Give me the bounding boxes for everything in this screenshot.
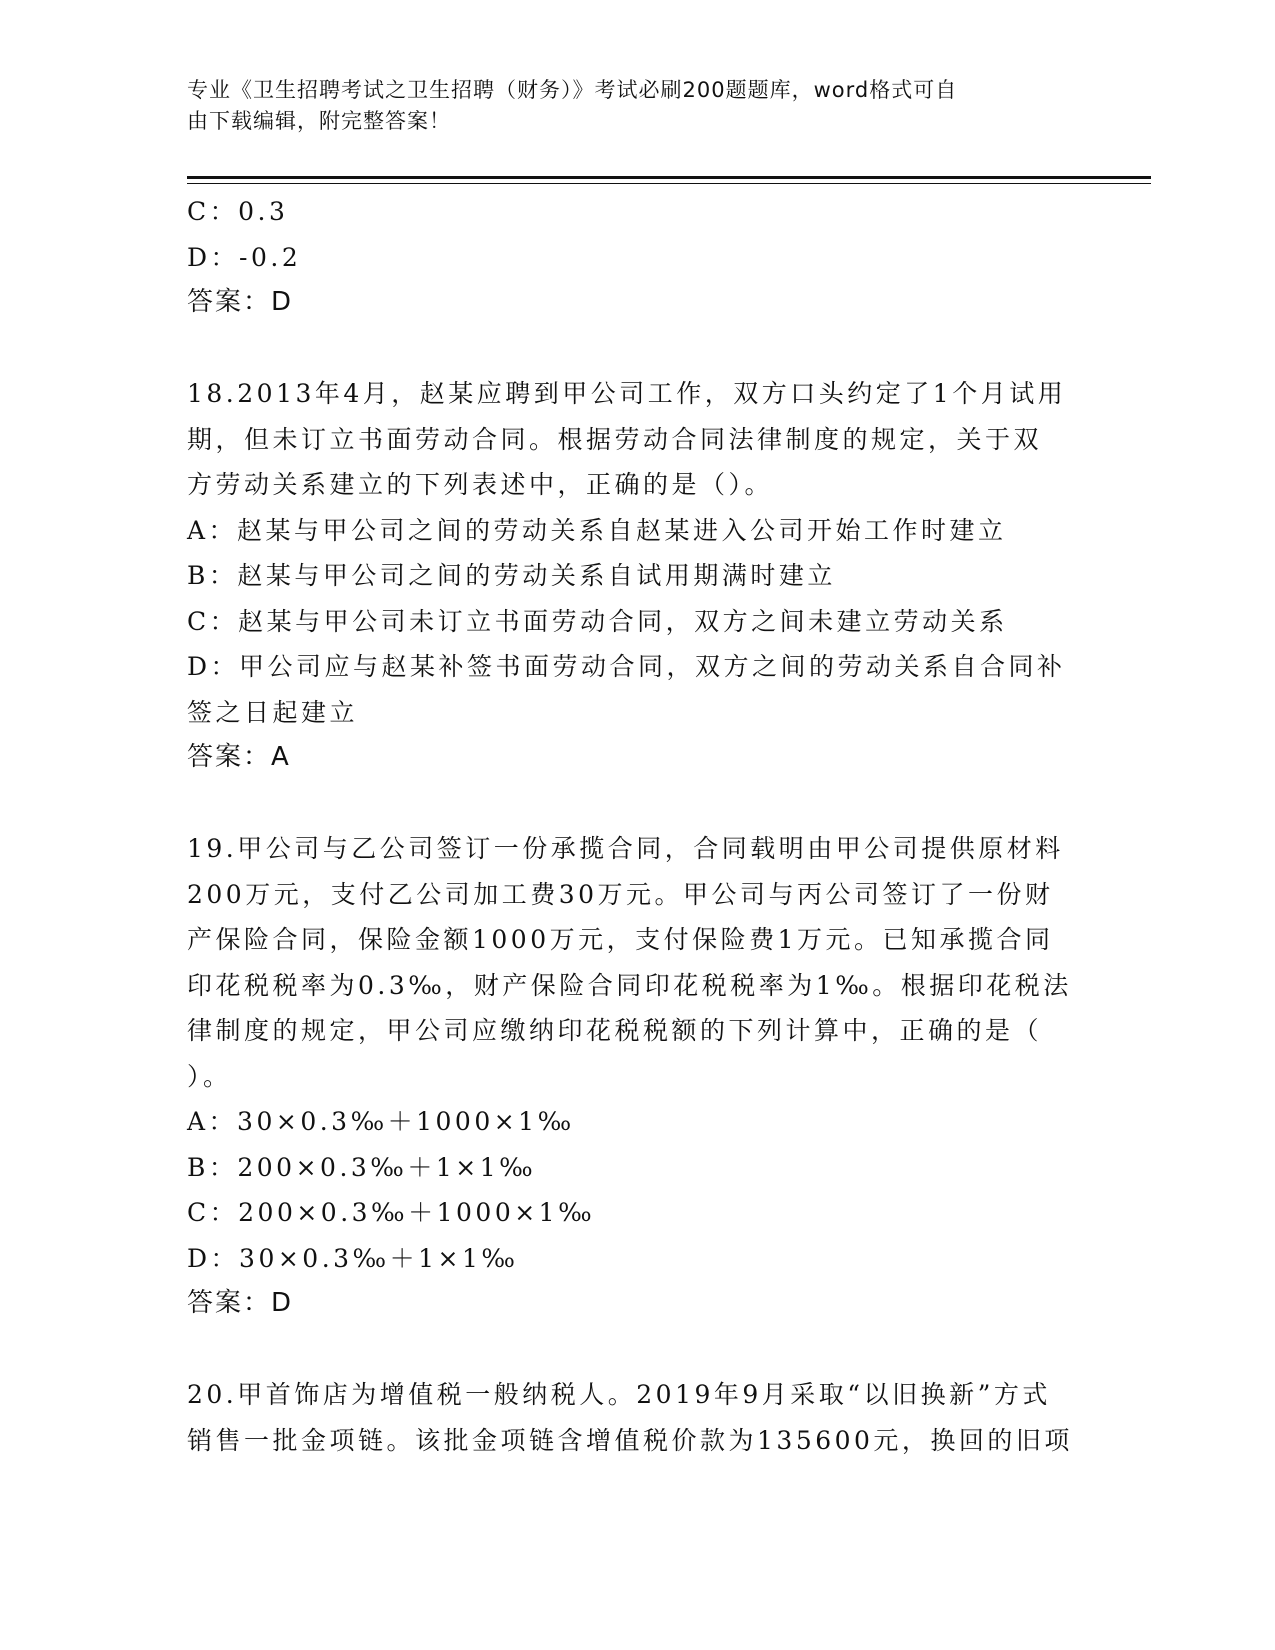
question-18 bbox=[187, 371, 1087, 781]
header-line-1: 专业《卫生招聘考试之卫生招聘（财务）》考试必刷200题题库，word格式可自 bbox=[187, 78, 958, 102]
question-text-line: 期，但未订立书面劳动合同。根据劳动合同法律制度的规定，关于双 bbox=[187, 424, 1043, 454]
document-body bbox=[187, 189, 1087, 1463]
answer-line: 答案：D bbox=[187, 1288, 294, 1318]
document-header bbox=[187, 75, 1067, 137]
option-c: C：赵某与甲公司未订立书面劳动合同，双方之间未建立劳动关系 bbox=[187, 606, 1008, 636]
question-text-line: 方劳动关系建立的下列表述中，正确的是（）。 bbox=[187, 470, 774, 499]
question-text-line: 印花税税率为0.3‰，财产保险合同印花税税率为1‰。根据印花税法 bbox=[187, 970, 1072, 1000]
option-b: B：200×0.3‰＋1×1‰ bbox=[187, 1152, 537, 1182]
question-20 bbox=[187, 1372, 1087, 1463]
option-d-continued: 签之日起建立 bbox=[187, 697, 359, 727]
spacer bbox=[187, 781, 1087, 827]
question-text-line: 20.甲首饰店为增值税一般纳税人。2019年9月采取“以旧换新”方式 bbox=[187, 1380, 1051, 1409]
question-17-tail bbox=[187, 189, 1087, 326]
option-c: C：200×0.3‰＋1000×1‰ bbox=[187, 1198, 596, 1227]
answer-line: 答案：D bbox=[187, 287, 294, 317]
question-text-line: 19.甲公司与乙公司签订一份承揽合同，合同载明由甲公司提供原材料 bbox=[187, 834, 1064, 863]
spacer bbox=[187, 1327, 1087, 1373]
question-text-line: 18.2013年4月，赵某应聘到甲公司工作，双方口头约定了1个月试用 bbox=[187, 379, 1067, 408]
question-text-line: ）。 bbox=[187, 1061, 232, 1091]
option-a: A：30×0.3‰＋1000×1‰ bbox=[187, 1107, 575, 1136]
spacer bbox=[187, 326, 1087, 372]
option-c: C：0.3 bbox=[187, 197, 289, 226]
question-text-line: 销售一批金项链。该批金项链含增值税价款为135600元，换回的旧项 bbox=[187, 1425, 1073, 1455]
header-divider-thick bbox=[187, 176, 1151, 179]
question-text-line: 产保险合同，保险金额1000万元，支付保险费1万元。已知承揽合同 bbox=[187, 925, 1054, 954]
option-d: D：30×0.3‰＋1×1‰ bbox=[187, 1243, 519, 1273]
header-line-2: 由下载编辑，附完整答案！ bbox=[187, 109, 451, 133]
option-d: D：甲公司应与赵某补签书面劳动合同，双方之间的劳动关系自合同补 bbox=[187, 652, 1066, 681]
option-b: B：赵某与甲公司之间的劳动关系自试用期满时建立 bbox=[187, 561, 836, 590]
answer-line: 答案：A bbox=[187, 742, 291, 772]
option-a: A：赵某与甲公司之间的劳动关系自赵某进入公司开始工作时建立 bbox=[187, 515, 1007, 545]
option-d: D：-0.2 bbox=[187, 242, 302, 272]
question-text-line: 200万元，支付乙公司加工费30万元。甲公司与丙公司签订了一份财 bbox=[187, 879, 1054, 909]
question-text-line: 律制度的规定，甲公司应缴纳印花税税额的下列计算中，正确的是（ bbox=[187, 1016, 1043, 1045]
header-divider-thin bbox=[187, 183, 1151, 184]
question-19 bbox=[187, 826, 1087, 1327]
